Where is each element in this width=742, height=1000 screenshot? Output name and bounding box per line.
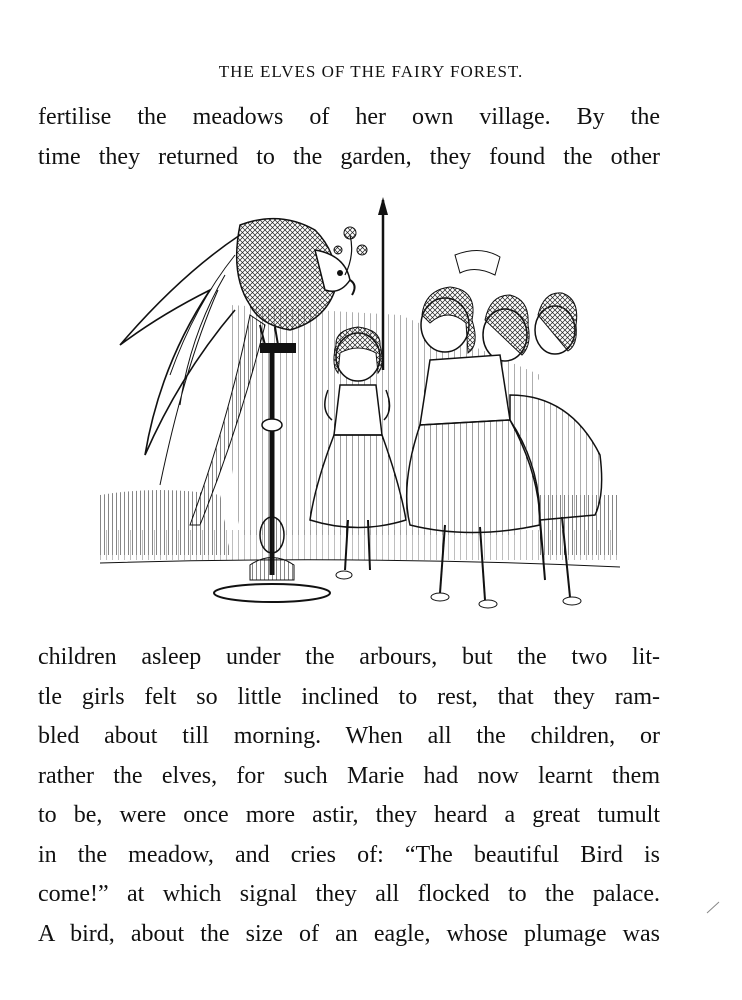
text-line: to be, were once more astir, they heard a great tumult	[38, 802, 660, 828]
text-line: children asleep under the arbours, but the two lit-	[38, 644, 660, 670]
text-line: in the meadow, and cries of: “The beautiful Bird is	[38, 841, 660, 868]
text-line: come!” at which signal they all flocked to the palace.	[38, 881, 660, 907]
text-line: time they returned to the garden, they found the other	[38, 143, 660, 170]
floor-line	[100, 560, 620, 567]
text-line: A bird, about the size of an eagle, whose plumage was	[38, 920, 660, 947]
text-line: bled about till morning. When all the children, or	[38, 723, 660, 749]
text-line: rather the elves, for such Marie had now learnt them	[38, 762, 660, 789]
top-paragraph	[38, 98, 660, 177]
text-line: tle girls felt so little inclined to rest, that they ram-	[38, 683, 660, 710]
bottom-paragraph	[38, 638, 660, 954]
text-line: fertilise the meadows of her own village. By the	[38, 104, 660, 130]
engraving-svg	[100, 195, 620, 620]
running-head: THE ELVES OF THE FAIRY FOREST.	[218, 62, 524, 81]
pencil-mark	[706, 900, 720, 914]
engraving-illustration	[100, 195, 620, 620]
